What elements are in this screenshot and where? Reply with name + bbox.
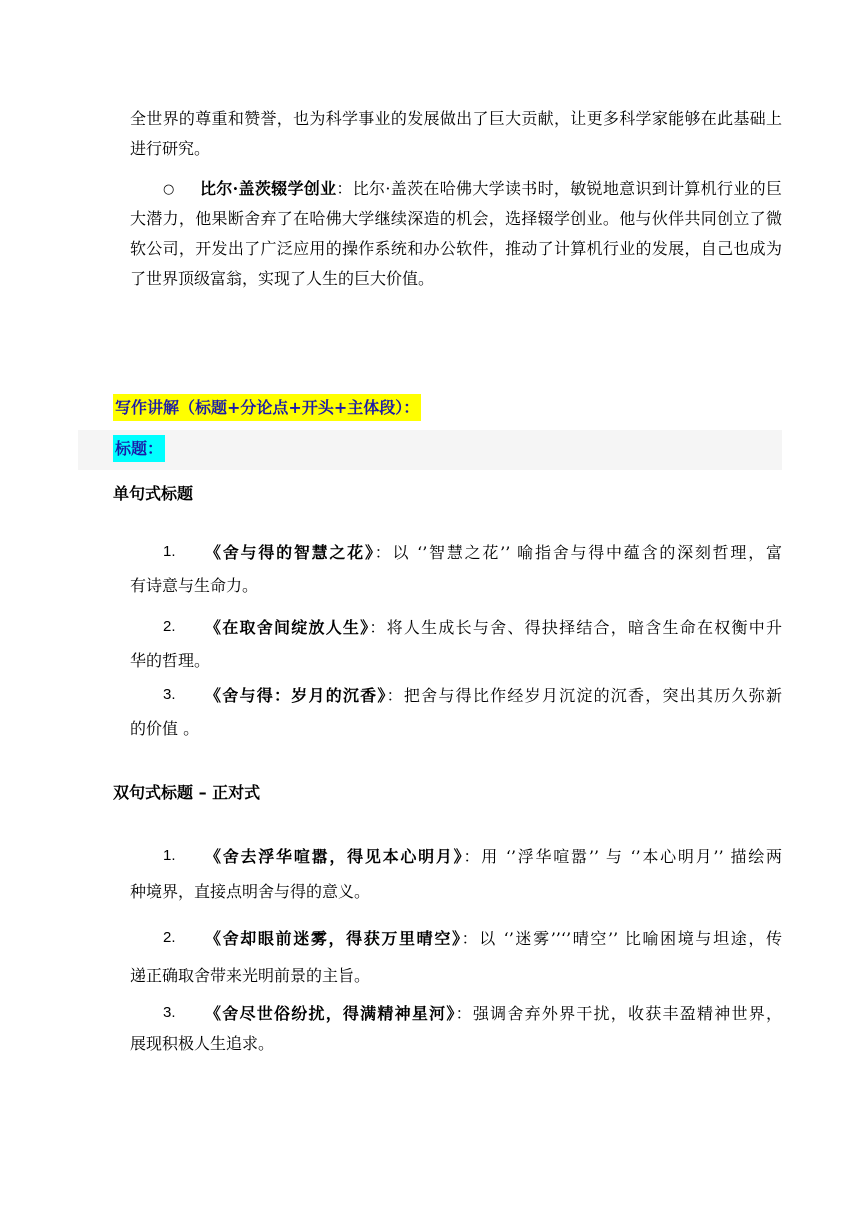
single-item-1-desc: ：以 ‘’智慧之花’’ 喻指舍与得中蕴含的深刻哲理，富: [374, 543, 782, 562]
double-item-2-number: 2.: [163, 929, 176, 946]
intro-paragraph: 全世界的尊重和赞誉，也为科学事业的发展做出了巨大贡献，让更多科学家能够在此基础上进行研究。: [130, 109, 782, 158]
double-item-2-line2: 递正确取舍带来光明前景的主旨。: [130, 966, 371, 985]
double-item-3-number: 3.: [163, 1004, 176, 1021]
single-item-3-line1: [205, 684, 782, 708]
single-titles-heading: 单句式标题: [113, 484, 194, 503]
sub-heading: [113, 437, 165, 461]
double-item-1-title: 《舍去浮华喧嚣，得见本心明月》: [205, 847, 464, 866]
single-item-3-desc: ：把舍与得比作经岁月沉淀的沉香，突出其历久弥新: [386, 686, 782, 705]
single-item-2-title: 《在取舍间绽放人生》: [205, 618, 370, 637]
section-heading: [113, 396, 421, 420]
single-item-1-number: 1.: [163, 543, 176, 560]
double-item-3-desc: ：强调舍弃外界干扰，收获丰盈精神世界，: [455, 1004, 782, 1023]
single-item-1-line2: 有诗意与生命力。: [130, 576, 259, 595]
double-item-3-title: 《舍尽世俗纷扰，得满精神星河》: [205, 1004, 456, 1023]
double-titles-heading: 双句式标题 – 正对式: [113, 783, 261, 802]
example-body: ：比尔·盖茨在哈佛大学读书时，敏锐地意识到计算机行业的巨大潜力，他果断舍弃了在哈佛大学继续深造的机会，选择辍学创业。他与伙伴共同创立了微软公司，开发出了广泛应用的操作系统和办公软件，推动了计算机行业的发展，自己也成为了世界顶级富翁，实现了人生的巨大价值。: [130, 179, 782, 288]
example-paragraph: [130, 174, 782, 294]
single-item-3-line2: 的价值 。: [130, 719, 200, 738]
single-item-2-line1: [205, 616, 782, 640]
double-item-2-title: 《舍却眼前迷雾，得获万里晴空》: [205, 929, 462, 948]
single-item-1-line1: [205, 541, 782, 565]
double-item-1-number: 1.: [163, 847, 176, 864]
section-heading-text: 写作讲解（标题+分论点+开头+主体段）：: [113, 394, 421, 421]
sub-heading-text: 标题：: [113, 435, 165, 462]
single-item-2-number: 2.: [163, 618, 176, 635]
double-item-2-line1: [205, 927, 782, 951]
double-item-3-line2: 展现积极人生追求。: [130, 1034, 275, 1053]
single-item-2-desc: ：将人生成长与舍、得抉择结合，暗含生命在权衡中升: [369, 618, 782, 637]
single-item-3-title: 《舍与得：岁月的沉香》: [205, 686, 387, 705]
example-title: 比尔·盖茨辍学创业: [200, 179, 337, 198]
sub-heading-shade: [78, 430, 782, 470]
double-item-1-line2: 种境界，直接点明舍与得的意义。: [130, 882, 371, 901]
single-item-1-title: 《舍与得的智慧之花》: [205, 543, 375, 562]
double-item-3-line1: [205, 1002, 782, 1026]
bullet-circle-icon: ○: [163, 182, 175, 197]
double-item-1-line1: [205, 845, 782, 869]
single-item-2-line2: 华的哲理。: [130, 651, 211, 670]
single-item-3-number: 3.: [163, 686, 176, 703]
double-item-1-desc: ：用 ‘’浮华喧嚣’’ 与 ‘’本心明月’’ 描绘两: [463, 847, 782, 866]
double-item-2-desc: ：以 ‘’迷雾’’‘’晴空’’ 比喻困境与坦途，传: [461, 929, 782, 948]
